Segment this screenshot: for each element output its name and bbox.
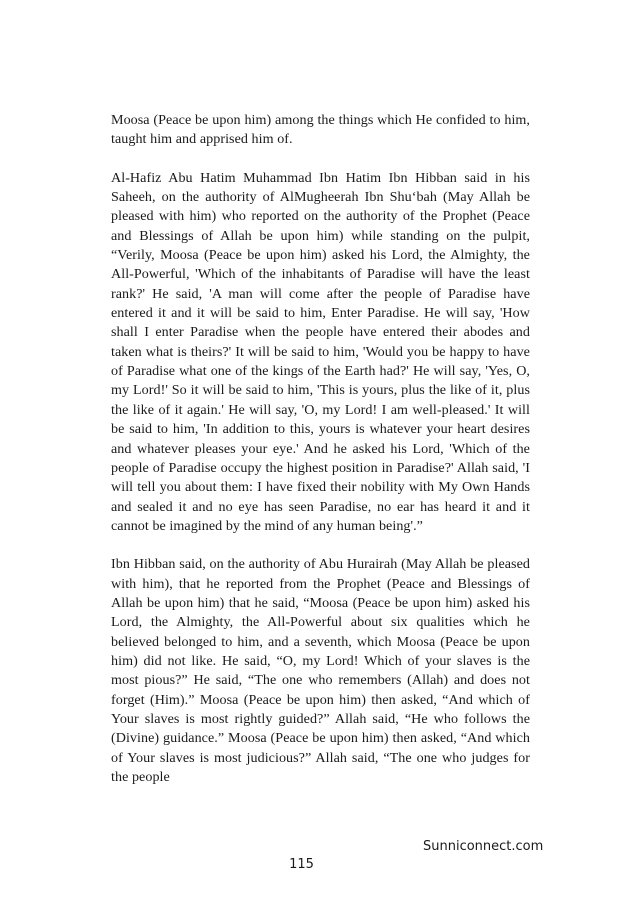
paragraph-1: Moosa (Peace be upon him) among the things which He confided to him, taught him and apprised him of. [111,112,530,148]
page-body [111,111,530,787]
page-number: 115 [289,857,314,872]
page-number-footer [0,857,641,872]
paragraph-2: Al-Hafiz Abu Hatim Muhammad Ibn Hatim Ibn Hibban said in his Saheeh, on the authority of AlMugheerah Ibn Shu‘bah (May Allah be pleased with him) who reported on the authority of the Prophet (Peace and Blessings of Allah be upon him) while standing on the pulpit, “Verily, Moosa (Peace be upon him) asked his Lord, the Almighty, the All-Powerful, 'Which of the inhabitants of Paradise will have the least rank?' He said, 'A man will come after the people of Paradise have entered it and it will be said to him, Enter Paradise. He will say, 'How shall I enter Paradise when the people have entered their abodes and taken what is theirs?' It will be said to him, 'Would you be happy to have of Paradise what one of the kings of the Earth had?' He will say, 'Yes, O, my Lord!' So it will be said to him, 'This is yours, plus the like of it, plus the like of it again.' He will say, 'O, my Lord! I am well-pleased.' It will be said to him, 'In addition to this, yours is whatever your heart desires and whatever pleases your eye.' And he asked his Lord, 'Which of the people of Paradise occupy the highest position in Paradise?' Allah said, 'I will tell you about them: I have fixed their nobility with My Own Hands and sealed it and no eye has seen Paradise, no ear has heard it and it cannot be imagined by the mind of any human being'.” [111,169,530,534]
site-watermark: Sunniconnect.com [423,839,544,854]
paragraph-3: Ibn Hibban said, on the authority of Abu Hurairah (May Allah be pleased with him), that he reported from the Prophet (Peace and Blessings of Allah be upon him) that he said, “Moosa (Peace be upon him) asked his Lord, the Almighty, the All-Powerful about six qualities which he believed belonged to him, and a seventh, which Moosa (Peace be upon him) did not like. He said, “O, my Lord! Which of your slaves is the most pious?” He said, “The one who remembers (Allah) and does not forget (Him).” Moosa (Peace be upon him) then asked, “And which of Your slaves is most rightly guided?” Allah said, “He who follows the (Divine) guidance.” Moosa (Peace be upon him) then asked, “And which of Your slaves is most judicious?” Allah said, “The one who judges for the people [111,556,530,785]
